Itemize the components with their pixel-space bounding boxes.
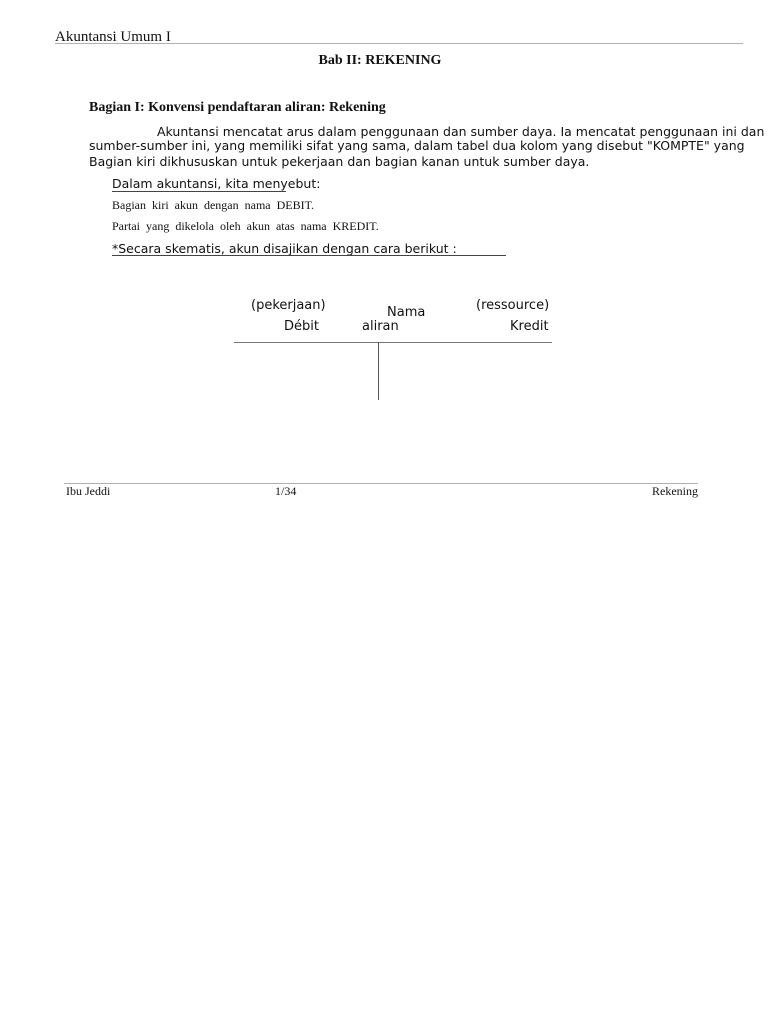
t-account-left-caption: (pekerjaan) bbox=[251, 298, 326, 313]
section-heading: Bagian I: Konvensi pendaftaran aliran: Rekening bbox=[89, 100, 386, 115]
t-account-vertical-line bbox=[378, 342, 379, 400]
t-account-debit-label: Débit bbox=[284, 319, 319, 334]
definition-debit: Bagian kiri akun dengan nama DEBIT. bbox=[112, 198, 315, 212]
chapter-title: Bab II: REKENING bbox=[318, 53, 442, 68]
paragraph-line: Bagian kiri dikhususkan untuk pekerjaan dan bagian kanan untuk sumber daya. bbox=[89, 154, 590, 169]
t-account-horizontal-line bbox=[234, 342, 552, 343]
footer-author: Ibu Jeddi bbox=[66, 484, 111, 498]
list-lead-text: Dalam akuntansi, kita menyebut: bbox=[112, 176, 321, 191]
running-header-title: Akuntansi Umum I bbox=[55, 29, 171, 45]
note-underline bbox=[112, 255, 506, 256]
lead-underline bbox=[112, 191, 286, 192]
footer-topic: Rekening bbox=[652, 484, 698, 498]
paragraph-line: Akuntansi mencatat arus dalam penggunaan dan sumber daya. Ia mencatat penggunaan ini dan bbox=[157, 124, 765, 139]
t-account-flow-label: aliran bbox=[362, 319, 399, 334]
t-account-right-caption: (ressource) bbox=[476, 298, 550, 313]
definition-kredit: Partai yang dikelola oleh akun atas nama KREDIT. bbox=[112, 219, 379, 233]
t-account-name-label: Nama bbox=[387, 305, 426, 320]
header-divider bbox=[55, 43, 743, 44]
t-account-kredit-label: Kredit bbox=[510, 319, 549, 334]
schematic-note: *Secara skematis, akun disajikan dengan cara berikut : bbox=[112, 241, 457, 256]
paragraph-line: sumber-sumber ini, yang memiliki sifat yang sama, dalam tabel dua kolom yang disebut "KOMPTE" yang bbox=[89, 138, 745, 153]
footer-divider bbox=[64, 483, 698, 484]
footer-page-number: 1/34 bbox=[275, 484, 297, 498]
